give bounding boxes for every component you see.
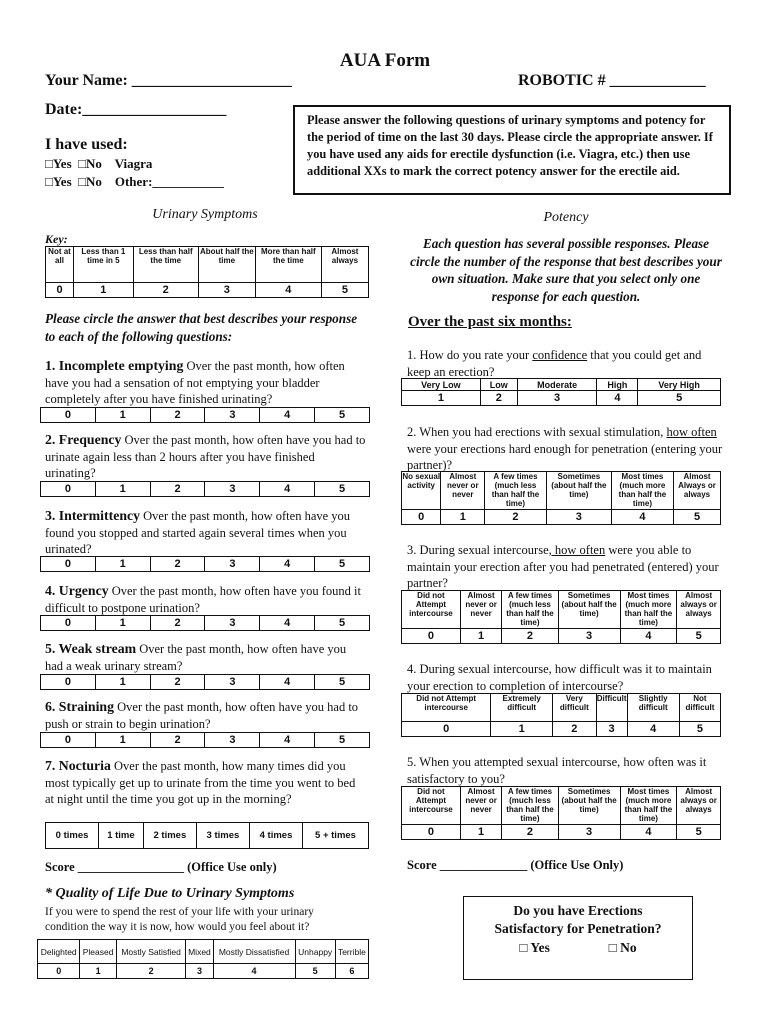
question-text: Over the past month, how often have you had a sensation of not emptying your bladder completely after you have finished urinating?: [45, 359, 345, 406]
q5-scale: [40, 674, 370, 690]
over-past-six-months: Over the past six months:: [408, 314, 572, 330]
potency-question-1: [407, 347, 725, 380]
answer-option[interactable]: 3: [596, 722, 627, 737]
key-table: [45, 246, 369, 298]
answer-option[interactable]: 4: [260, 408, 315, 423]
answer-option[interactable]: 4: [260, 733, 315, 748]
answer-option[interactable]: 1: [491, 722, 553, 737]
key-value: 4: [255, 283, 321, 298]
option-header: Sometimes (about half the time): [558, 787, 620, 825]
potency-question-4: 4. During sexual intercourse, how difficult was it to maintain your erection to completion of intercourse?: [407, 662, 712, 693]
qol-header: Unhappy: [295, 940, 335, 964]
question-text: Over the past month, how many times did you most typically get up to urinate from the time you went to bed at night until the time you got up in the morning?: [45, 759, 356, 806]
option-header: Very difficult: [553, 694, 597, 722]
answer-option[interactable]: 1: [95, 408, 150, 423]
question-text: Over the past month, how often have you found you stopped and started again several times when you urinated?: [45, 509, 351, 556]
answer-option[interactable]: 2: [485, 510, 547, 525]
option-header: Low: [480, 379, 517, 391]
answer-option[interactable]: 1: [460, 825, 501, 840]
answer-option[interactable]: 1: [95, 616, 150, 631]
urinary-question-3: [45, 508, 367, 558]
potency-q4-table: [401, 693, 721, 737]
answer-option[interactable]: 5: [677, 825, 721, 840]
question-text: Over the past month, how often have you had a weak urinary stream?: [45, 642, 347, 673]
key-header: Almost always: [321, 247, 368, 283]
question-title: 5. Weak stream: [45, 641, 137, 656]
answer-option[interactable]: 2: [480, 391, 517, 406]
answer-option[interactable]: 5: [638, 391, 721, 406]
qol-header: Terrible: [335, 940, 368, 964]
answer-option[interactable]: 2: [150, 675, 205, 690]
urinary-question-7: [45, 758, 367, 808]
erections-no-checkbox[interactable]: □ No: [608, 940, 637, 955]
key-value: 0: [46, 283, 74, 298]
option-header: Very High: [638, 379, 721, 391]
potency-heading: Potency: [543, 210, 589, 225]
option-header: Very Low: [402, 379, 481, 391]
question-text: Over the past month, how often have you found it difficult to postpone urination?: [45, 584, 361, 615]
answer-option[interactable]: 6: [335, 964, 368, 979]
key-header: Not at all: [46, 247, 74, 283]
answer-option[interactable]: 2: [502, 825, 558, 840]
answer-option[interactable]: 3: [558, 629, 620, 644]
answer-option[interactable]: 2: [150, 482, 205, 497]
potency-question-5: 5. When you attempted sexual intercourse, how often was it satisfactory to you?: [407, 755, 707, 786]
answer-option[interactable]: 0: [402, 825, 461, 840]
option-header: Extremely difficult: [491, 694, 553, 722]
answer-option[interactable]: 0: [41, 557, 96, 572]
page-title: AUA Form: [339, 50, 431, 71]
q6-scale: [40, 732, 370, 748]
answer-option[interactable]: 5: [315, 675, 370, 690]
answer-option[interactable]: 2: [150, 408, 205, 423]
answer-option[interactable]: 0: [402, 629, 461, 644]
option-header: Did not Attempt intercourse: [402, 787, 461, 825]
question-emphasis: , how often: [548, 543, 606, 557]
answer-option[interactable]: 3: [546, 510, 611, 525]
q7-scale: [45, 822, 369, 849]
key-value: 2: [133, 283, 198, 298]
answer-option[interactable]: 2: [150, 733, 205, 748]
question-title: 6. Straining: [45, 699, 114, 714]
answer-option[interactable]: 5: [315, 408, 370, 423]
option-header: High: [597, 379, 638, 391]
option-header: Almost never or never: [460, 787, 501, 825]
option-header: Difficult: [596, 694, 627, 722]
key-label: Key:: [45, 232, 68, 246]
answer-option[interactable]: 0: [402, 510, 441, 525]
answer-option[interactable]: 3: [517, 391, 597, 406]
question-text: 2. When you had erections with sexual stimulation,: [407, 425, 667, 439]
key-value: 1: [74, 283, 134, 298]
key-header: More than half the time: [255, 247, 321, 283]
question-title: 3. Intermittency: [45, 508, 141, 523]
answer-option[interactable]: 1: [95, 557, 150, 572]
erections-question: Do you have Erections Satisfactory for Penetration?: [494, 903, 662, 936]
question-text: were you able to maintain your erection after you had penetrated (entered) your partner?: [407, 543, 719, 590]
answer-option[interactable]: 5: [674, 510, 721, 525]
key-header: About half the time: [198, 247, 255, 283]
answer-option[interactable]: 0: [41, 482, 96, 497]
answer-option[interactable]: 0: [402, 722, 491, 737]
potency-score-field[interactable]: Score ______________ (Office Use Only): [407, 858, 624, 872]
question-title: 7. Nocturia: [45, 758, 111, 773]
answer-option[interactable]: 0: [41, 733, 96, 748]
answer-option[interactable]: 2: [553, 722, 597, 737]
potency-q5-table: [401, 786, 721, 840]
qol-header: Mixed: [186, 940, 213, 964]
answer-option[interactable]: 2: [502, 629, 558, 644]
answer-option[interactable]: 3: [205, 675, 260, 690]
answer-option[interactable]: 3: [205, 408, 260, 423]
qol-header: Delighted: [38, 940, 80, 964]
question-text: that you could get and keep an erection?: [407, 348, 702, 379]
option-header: Most times (much more than half the time): [611, 472, 673, 510]
option-header: Most times (much more than half the time): [620, 787, 677, 825]
option-header: Almost never or never: [460, 591, 501, 629]
answer-option[interactable]: 1: [95, 733, 150, 748]
potency-q1-table: [401, 378, 721, 406]
question-text: were your erections hard enough for penetration (entering your partner)?: [407, 441, 723, 472]
answer-option[interactable]: 4: [260, 616, 315, 631]
answer-option[interactable]: 4: [260, 675, 315, 690]
answer-option[interactable]: 4: [597, 391, 638, 406]
option-header: Moderate: [517, 379, 597, 391]
answer-option[interactable]: 5: [295, 964, 335, 979]
answer-option[interactable]: 4: [627, 722, 679, 737]
answer-option[interactable]: 4: [213, 964, 295, 979]
answer-option[interactable]: 5: [315, 557, 370, 572]
question-title: 2. Frequency: [45, 432, 122, 447]
robotic-number-field[interactable]: ROBOTIC # ____________: [518, 72, 706, 89]
answer-option[interactable]: 1: [402, 391, 481, 406]
qol-header: Mostly Satisfied: [116, 940, 186, 964]
answer-option[interactable]: 3: [205, 616, 260, 631]
answer-option[interactable]: 0: [38, 964, 80, 979]
answer-option[interactable]: 1: [95, 482, 150, 497]
circle-instruction: Please circle the answer that best describes your response to each of the following questions:: [45, 311, 358, 344]
option-header: Slightly difficult: [627, 694, 679, 722]
potency-q2-table: [401, 471, 721, 525]
option-header: Most times (much more than half the time): [620, 591, 677, 629]
option-header: Almost always or always: [677, 591, 721, 629]
potency-question-3: [407, 542, 725, 592]
answer-option[interactable]: 5: [679, 722, 720, 737]
answer-option[interactable]: 1 time: [99, 823, 144, 849]
answer-option[interactable]: 2: [150, 616, 205, 631]
answer-option[interactable]: 5: [315, 733, 370, 748]
erections-yes-checkbox[interactable]: □ Yes: [519, 940, 550, 955]
viagra-row[interactable]: □Yes □No Viagra: [45, 156, 153, 171]
date-field[interactable]: Date:__________________: [45, 101, 227, 118]
potency-intro: Each question has several possible responses. Please circle the number of the response that best describes your own situation. Make sure that you select only one response for each question.: [410, 236, 722, 304]
question-title: 1. Incomplete emptying: [45, 358, 184, 373]
instructions-box: Please answer the following questions of urinary symptoms and potency for the period of time on the last 30 days. Please circle the appropriate answer. If you have used any aids for erectile dysfunction (i.e. Viagra, etc.) then use additional XXs to mark the correct potency answer for the erectile aid.: [293, 105, 731, 195]
option-header: A few times (much less than half the time): [502, 787, 558, 825]
option-header: A few times (much less than half the time): [502, 591, 558, 629]
answer-option[interactable]: 3: [205, 733, 260, 748]
answer-option[interactable]: 1: [441, 510, 485, 525]
option-header: Not difficult: [679, 694, 720, 722]
answer-option[interactable]: 0: [41, 616, 96, 631]
i-have-used-label: I have used:: [45, 136, 128, 153]
answer-option[interactable]: 2 times: [143, 823, 196, 849]
question-emphasis: confidence: [532, 348, 588, 362]
key-header: Less than 1 time in 5: [74, 247, 134, 283]
answer-option[interactable]: 5 + times: [303, 823, 369, 849]
question-title: 4. Urgency: [45, 583, 109, 598]
key-header: Less than half the time: [133, 247, 198, 283]
option-header: Almost never or never: [441, 472, 485, 510]
option-header: Sometimes (about half the time): [546, 472, 611, 510]
qol-header: Mostly Dissatisfied: [213, 940, 295, 964]
q2-scale: [40, 481, 370, 497]
answer-option[interactable]: 2: [116, 964, 186, 979]
option-header: Almost always or always: [677, 787, 721, 825]
answer-option[interactable]: 4: [620, 825, 677, 840]
key-value: 5: [321, 283, 368, 298]
answer-option[interactable]: 3: [205, 557, 260, 572]
qol-table: [37, 939, 369, 979]
answer-option[interactable]: 3: [558, 825, 620, 840]
option-header: Did not Attempt intercourse: [402, 591, 461, 629]
answer-option[interactable]: 4: [611, 510, 673, 525]
option-header: A few times (much less than half the time): [485, 472, 547, 510]
urinary-question-2: [45, 432, 367, 482]
qol-text: If you were to spend the rest of your life with your urinary condition the way it is now, how would you feel about it?: [45, 906, 314, 933]
urinary-heading: Urinary Symptoms: [152, 207, 258, 222]
urinary-question-4: [45, 583, 367, 616]
your-name-field[interactable]: Your Name: ____________________: [45, 72, 292, 89]
answer-option[interactable]: 3: [205, 482, 260, 497]
answer-option[interactable]: 0 times: [46, 823, 99, 849]
key-value: 3: [198, 283, 255, 298]
q3-scale: [40, 556, 370, 572]
question-text: 3. During sexual intercourse: [407, 543, 549, 557]
urinary-question-6: [45, 699, 367, 732]
question-emphasis: how often: [666, 425, 717, 439]
potency-question-2: [407, 424, 725, 474]
qol-title: * Quality of Life Due to Urinary Symptoms: [45, 886, 295, 901]
answer-option[interactable]: 5: [315, 616, 370, 631]
question-text: Over the past month, how often have you had to push or strain to begin urination?: [45, 700, 359, 731]
answer-option[interactable]: 0: [41, 675, 96, 690]
answer-option[interactable]: 3: [186, 964, 213, 979]
urinary-question-1: [45, 358, 367, 408]
answer-option[interactable]: 5: [677, 629, 721, 644]
answer-option[interactable]: 3 times: [196, 823, 249, 849]
erections-box: [463, 896, 693, 980]
qol-header: Pleased: [80, 940, 116, 964]
potency-q3-table: [401, 590, 721, 644]
option-header: Sometimes (about half the time): [558, 591, 620, 629]
question-text: 1. How do you rate your: [407, 348, 533, 362]
answer-option[interactable]: 1: [460, 629, 501, 644]
answer-option[interactable]: 4 times: [249, 823, 302, 849]
q1-scale: [40, 407, 370, 423]
answer-option[interactable]: 2: [150, 557, 205, 572]
urinary-question-5: [45, 641, 367, 674]
option-header: Did not Attempt intercourse: [402, 694, 491, 722]
option-header: Almost Always or always: [674, 472, 721, 510]
q4-scale: [40, 615, 370, 631]
answer-option[interactable]: 4: [260, 482, 315, 497]
other-aid-row[interactable]: □Yes □No Other:___________: [45, 174, 224, 189]
urinary-score-field[interactable]: Score _________________ (Office Use only): [45, 860, 277, 874]
answer-option[interactable]: 4: [620, 629, 677, 644]
answer-option[interactable]: 0: [41, 408, 96, 423]
question-text: Over the past month, how often have you had to urinate again less than 2 hours after you have finished urinating?: [45, 433, 366, 480]
answer-option[interactable]: 1: [80, 964, 116, 979]
answer-option[interactable]: 1: [95, 675, 150, 690]
answer-option[interactable]: 4: [260, 557, 315, 572]
option-header: No sexual activity: [402, 472, 441, 510]
answer-option[interactable]: 5: [315, 482, 370, 497]
